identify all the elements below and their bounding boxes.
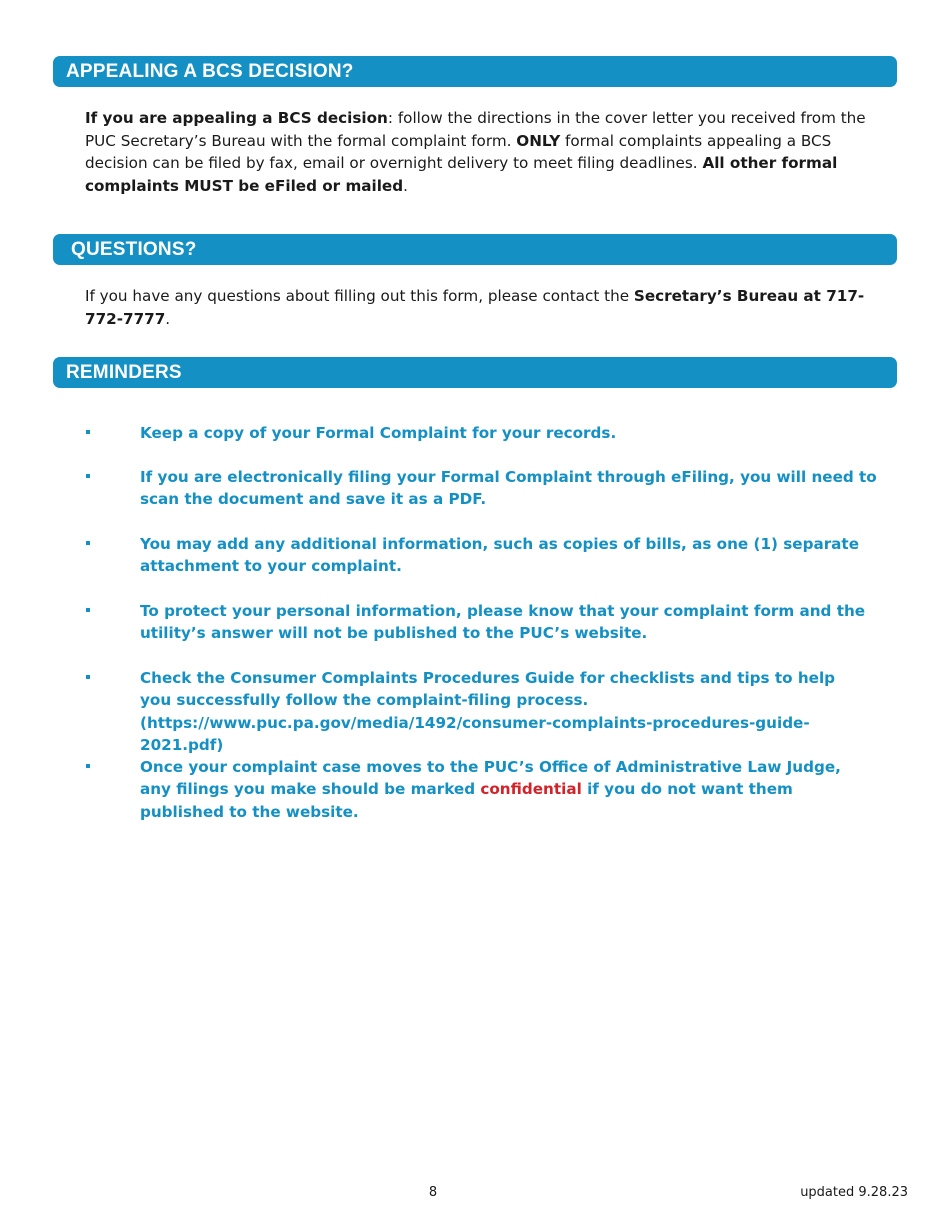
appealing-bold-end: All other formal complaints MUST be eFiled or mailed <box>85 154 838 195</box>
bullet-icon <box>86 430 90 434</box>
section-heading-appealing: APPEALING A BCS DECISION? <box>53 56 897 87</box>
guide-link-text: (https://www.puc.pa.gov/media/1492/consumer-complaints-procedures-guide-2021.pdf) <box>140 713 810 755</box>
appealing-text-2: formal complaints appealing a BCS decision can be filed by fax, email or overnight delivery to meet filing deadlines. <box>85 131 832 173</box>
section-heading-reminders: REMINDERS <box>53 357 897 388</box>
reminder-text <box>140 756 880 823</box>
appealing-period: . <box>403 176 408 195</box>
questions-contact: Secretary’s Bureau at 717-772-7777 <box>85 287 865 328</box>
questions-paragraph <box>85 285 885 330</box>
questions-text: If you have any questions about filling out this form, please contact the <box>85 287 634 305</box>
reminder-text-post: if you do not want them published to the website. <box>140 780 793 821</box>
reminder-text: To protect your personal information, please know that your complaint form and the utility’s answer will not be published to the PUC’s website. <box>140 602 866 643</box>
reminder-text: If you are electronically filing your Formal Complaint through eFiling, you will need to scan the document and save it as a PDF. <box>140 468 877 509</box>
reminder-text: You may add any additional information, such as copies of bills, as one (1) separate attachment to your complaint. <box>140 535 859 576</box>
appealing-bold-lead: If you are appealing a BCS decision <box>85 109 388 127</box>
page-number: 8 <box>428 1185 438 1200</box>
appealing-text-1: : follow the directions in the cover letter you received from the PUC Secretary’s Bureau with the formal complaint form. <box>85 109 866 150</box>
section-heading-questions: QUESTIONS? <box>53 234 897 265</box>
questions-period: . <box>165 309 171 328</box>
appealing-only: ONLY <box>516 131 561 150</box>
reminder-text: Keep a copy of your Formal Complaint for your records. <box>140 424 617 442</box>
reminder-text <box>140 667 880 757</box>
reminder-line: you successfully follow the complaint-filing process. <box>140 691 589 710</box>
bullet-icon <box>86 608 90 612</box>
updated-date: updated 9.28.23 <box>800 1185 908 1200</box>
appealing-paragraph <box>85 107 885 197</box>
bullet-icon <box>86 764 90 768</box>
bullet-icon <box>86 675 90 679</box>
reminder-line: Check the Consumer Complaints Procedures Guide for checklists and tips to help <box>140 669 836 687</box>
bullet-icon <box>86 541 90 545</box>
bullet-icon <box>86 474 90 478</box>
confidential-highlight: confidential <box>480 780 582 799</box>
reminder-line: Once your complaint case moves to the PUC’s Office of Administrative Law Judge, <box>140 758 841 776</box>
reminder-text-pre: any filings you make should be marked <box>140 780 481 799</box>
